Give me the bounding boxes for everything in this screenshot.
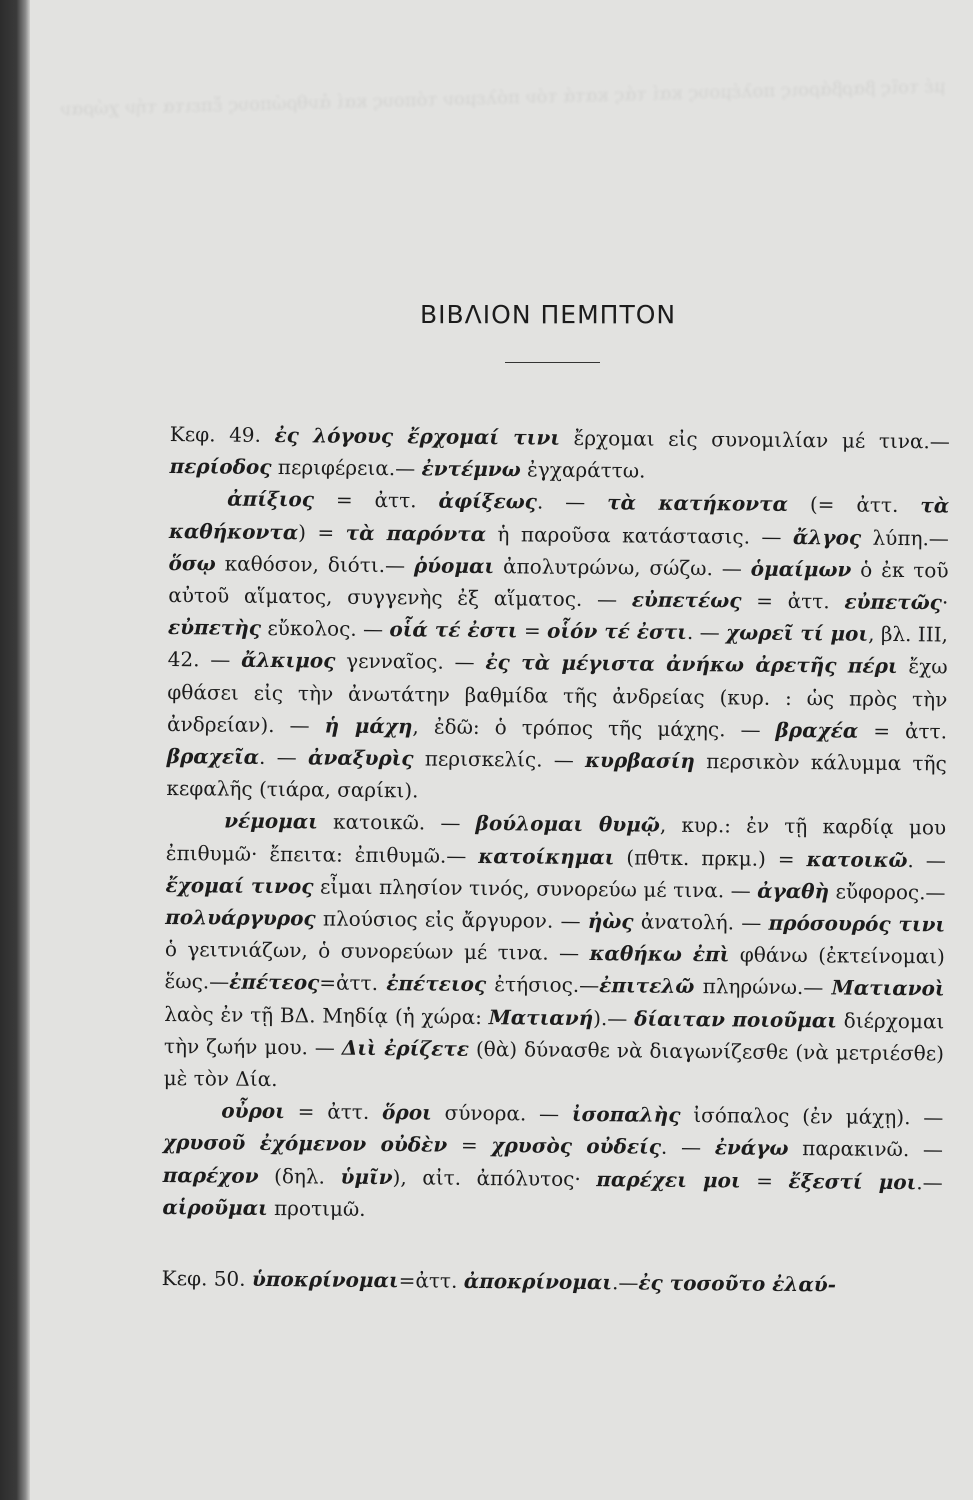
gloss-text: γενναῖος. — xyxy=(335,649,486,675)
headword: τὰ παρόντα xyxy=(345,520,487,546)
headword: ἀγαθὴ xyxy=(757,878,830,904)
show-through-text: μέ τοῖς βαρβάροις πολέμους καί τάς κατά τόν πόλεμον τόπους καί ἀνθρώπους ἔπειτα τήν χώραν xyxy=(59,75,946,121)
headword: κατοίκημαι xyxy=(478,843,615,869)
gloss-text: καθόσον, διότι.— xyxy=(215,551,415,578)
headword: ἐπιτελῶ xyxy=(599,973,695,999)
gloss-text: λαὸς ἐν τῇ ΒΔ. Μηδίᾳ (ἡ χώρα: xyxy=(164,1001,489,1029)
headword: ἠὼς xyxy=(587,909,634,934)
glossary-entries xyxy=(169,423,950,483)
headword: καθήκω ἐπὶ xyxy=(589,941,730,967)
headword: ἐπέτεος xyxy=(229,970,320,995)
gloss-text: ), αἰτ. ἀπόλυτος· xyxy=(392,1164,597,1191)
gloss-text: .— xyxy=(916,1169,943,1195)
gloss-text: = ἀττ. xyxy=(313,487,439,513)
gloss-text: διέρχομαι τὴν ζωήν μου. — xyxy=(163,1008,945,1060)
title-rule xyxy=(505,362,600,363)
gloss-text: εἶμαι πλησίον τινός, συνορεύω μέ τινα. — xyxy=(313,874,758,903)
gloss-text: = xyxy=(740,1168,789,1193)
gloss-text: , κυρ.: ἐν τῇ καρδίᾳ μου ἐπιθυμῶ· ἔπειτα: ἐπιθυμῶ.— xyxy=(165,813,947,868)
gloss-text: . — xyxy=(258,744,309,770)
headword: οἷά τέ ἐστι xyxy=(389,617,518,643)
headword: ἀναξυρὶς xyxy=(307,745,414,771)
gloss-text: = xyxy=(517,618,548,643)
headword: πρόσουρός τινι xyxy=(768,910,946,937)
headword: ἀπίξιος xyxy=(227,486,315,512)
glossary-paragraph xyxy=(166,482,949,812)
gloss-text: ἔχω φθάσει εἰς τὴν ἀνωτάτην βαθμίδα τῆς ἀνδρείας (κυρ. : ὡς πρὸς τὴν ἀνδρείαν). — xyxy=(166,654,948,738)
gloss-text: (θὰ) δύνασθε νὰ διαγωνίζεσθε (νὰ μετριέσθε) μὲ τὸν Δία. xyxy=(163,1036,945,1092)
headword: εὐπετῶς xyxy=(844,589,943,615)
gloss-text: =ἀττ. xyxy=(398,1268,464,1293)
headword: δίαιταν ποιοῦμαι xyxy=(634,1006,838,1033)
gloss-text: (πθτκ. πρκμ.) = xyxy=(614,844,807,871)
headword: Ματιανή xyxy=(488,1004,594,1030)
gloss-text: πλούσιος εἰς ἄργυρον. — xyxy=(315,906,588,934)
headword: αἱροῦμαι xyxy=(162,1194,268,1220)
gloss-text: ).— xyxy=(593,1005,635,1031)
headword: ἰσοπαλὴς xyxy=(571,1102,681,1128)
gloss-text: . — xyxy=(907,847,946,873)
glossary-entries xyxy=(252,1267,836,1297)
headword: χρυσοῦ ἐχόμενον οὐδὲν xyxy=(162,1130,448,1158)
gloss-text: . — xyxy=(660,1135,715,1160)
gloss-text: . — xyxy=(686,620,727,645)
headword: χωρεῖ τί μοι xyxy=(725,620,869,646)
glossary-paragraph xyxy=(162,1094,943,1230)
headword: παρέχει μοι xyxy=(596,1166,741,1193)
headword: ῥύομαι xyxy=(413,553,495,578)
headword: κυρβασίη xyxy=(584,748,695,774)
headword: ἐς τὰ μέγιστα ἀνήκω ἀρετῆς πέρι xyxy=(485,650,898,679)
headword: ὁμαίμων xyxy=(750,556,852,582)
headword: ἐς τοσοῦτο ἐλαύ- xyxy=(638,1270,837,1297)
headword: ἄλκιμος xyxy=(241,648,336,674)
headword: οὖροι xyxy=(221,1098,286,1124)
headword: ἔξεστί μοι xyxy=(788,1168,917,1194)
gloss-text: ἡ παροῦσα κατάστασις. — xyxy=(485,521,794,549)
headword: χρυσὸς οὐδείς xyxy=(491,1133,662,1160)
gloss-text: σύνορα. — xyxy=(431,1100,573,1127)
headword: νέμομαι xyxy=(224,808,318,834)
glossary-text xyxy=(162,418,950,1302)
headword: βραχέα xyxy=(775,717,859,743)
gloss-text: .— xyxy=(611,1270,639,1295)
gloss-text: ὁ ἐκ τοῦ αὐτοῦ αἵματος, συγγενὴς ἐξ αἵματος. — xyxy=(168,557,949,612)
headword: περίοδος xyxy=(169,454,272,480)
chapter-50-paragraph xyxy=(162,1262,942,1302)
headword: τὰ κατήκοντα xyxy=(607,490,789,517)
gloss-text: κατοικῶ. — xyxy=(317,809,476,836)
gloss-text: πληρώνω.— xyxy=(694,974,832,1000)
gloss-text: ) = xyxy=(298,519,346,545)
gloss-text: ἔρχομαι εἰς συνομιλίαν μέ τινα.— xyxy=(559,425,950,454)
glossary-paragraph xyxy=(164,804,947,1101)
gloss-text: , βλ. III, 42. — xyxy=(167,621,949,673)
gloss-text: . — xyxy=(536,489,608,515)
headword: Ματιανοὶ xyxy=(831,975,945,1001)
headword: ἀποκρίνομαι xyxy=(463,1268,613,1295)
gloss-text: περσικὸν κάλυμμα τῆς κεφαλῆς (τιάρα, σαρίκι). xyxy=(166,749,947,803)
chapter-50-label: Κεφ. 50. xyxy=(161,1266,246,1291)
headword: ὑμῖν xyxy=(340,1164,393,1189)
gloss-text: λύπη.— xyxy=(860,525,949,551)
headword: ὑποκρίνομαι xyxy=(251,1266,399,1293)
chapter-49-paragraph xyxy=(169,418,950,490)
chapter-49-label: Κεφ. 49. xyxy=(169,421,262,447)
gloss-text: εὔφορος.— xyxy=(828,879,946,905)
gloss-text: φθάνω (ἐκτείνομαι) ἕως.— xyxy=(164,942,945,995)
headword: πολυάργυρος xyxy=(165,905,316,931)
gloss-text: = ἀττ. xyxy=(284,1099,383,1125)
headword: τὰ καθήκοντα xyxy=(168,493,950,544)
headword: εὐπετὴς xyxy=(167,615,262,641)
headword: ἐς λόγους ἔρχομαί τινι xyxy=(274,423,561,450)
gloss-text: εὔκολος. — xyxy=(260,616,390,642)
headword: ἐνάγω xyxy=(714,1135,789,1161)
gloss-text: παρακινῶ. — xyxy=(788,1136,944,1162)
headword: Διὶ ἐρίζετε xyxy=(341,1035,470,1061)
headword: ἡ μάχη xyxy=(324,713,413,739)
gloss-text: ὁ γειτνιάζων, ὁ συνορεύων μέ τινα. — xyxy=(164,937,590,966)
gloss-text: · xyxy=(941,590,949,615)
headword: ἄλγος xyxy=(792,524,862,550)
gloss-text: ἰσόπαλος (ἐν μάχῃ). — xyxy=(680,1103,944,1130)
gloss-text: (δηλ. xyxy=(258,1163,341,1189)
gloss-text: , ἐδῶ: ὁ τρόπος τῆς μάχης. — xyxy=(412,714,776,742)
gloss-text: = xyxy=(447,1133,492,1158)
headword: ὅσῳ xyxy=(168,550,216,576)
gloss-text: = ἀττ. xyxy=(741,588,845,614)
headword: ἀφίξεως xyxy=(438,488,538,514)
headword: εὐπετέως xyxy=(631,587,742,613)
book-title: ΒΙΒΛΙΟΝ ΠΕΜΠΤΟΝ xyxy=(420,300,677,329)
headword: ἔχομαί τινος xyxy=(165,872,314,899)
headword: οἷόν τέ ἐστι xyxy=(546,618,688,645)
gloss-text: ἐτήσιος.— xyxy=(485,972,600,998)
page-spine-shadow xyxy=(0,0,30,1500)
gloss-text: (= ἀττ. xyxy=(787,492,921,518)
headword: βούλομαι θυμῷ xyxy=(475,811,661,838)
gloss-text: ἐγχαράττω. xyxy=(520,457,646,483)
gloss-text: ἀνατολή. — xyxy=(633,909,769,935)
gloss-text: =ἀττ. xyxy=(319,970,387,996)
headword: ἐπέτειος xyxy=(386,971,487,997)
gloss-text: περιφέρεια.— xyxy=(271,455,422,481)
headword: κατοικῶ xyxy=(806,846,908,872)
headword: βραχεῖα xyxy=(166,744,260,769)
headword: παρέχον xyxy=(162,1162,259,1188)
headword: ὅροι xyxy=(382,1100,432,1125)
gloss-text: = ἀττ. xyxy=(858,718,948,744)
gloss-text: προτιμῶ. xyxy=(267,1195,366,1221)
headword: ἐντέμνω xyxy=(421,456,521,482)
gloss-text: περισκελίς. — xyxy=(413,746,586,773)
gloss-text: ἀπολυτρώνω, σώζω. — xyxy=(494,553,751,581)
